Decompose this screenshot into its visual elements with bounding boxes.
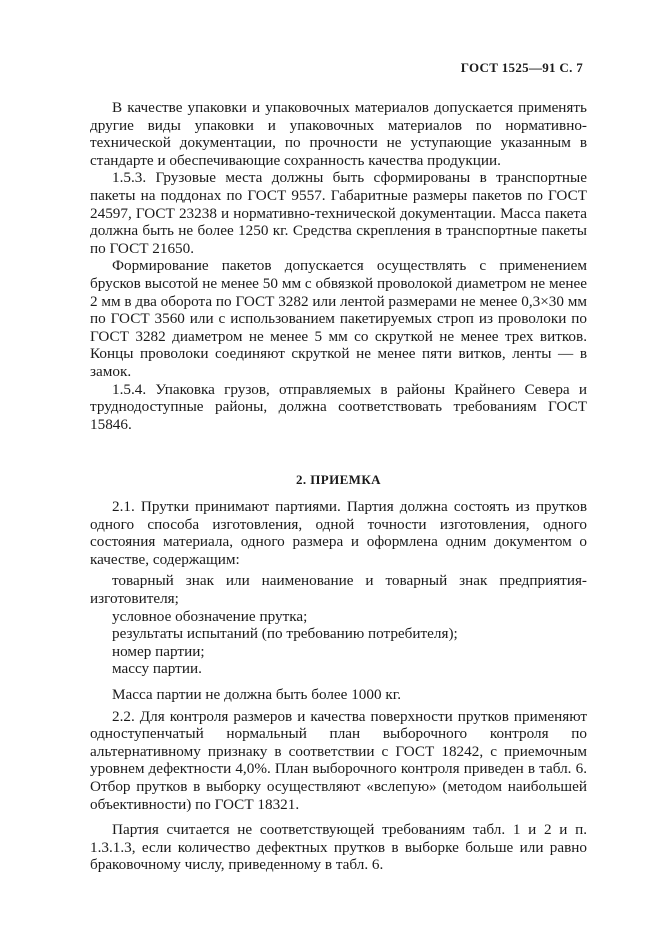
list-item: результаты испытаний (по требованию потребителя);: [112, 625, 458, 643]
document-contents-list: [90, 572, 587, 678]
acceptance-text-block: [90, 498, 587, 874]
section-title-acceptance: 2. ПРИЕМКА: [296, 472, 381, 487]
running-header: ГОСТ 1525—91 С. 7: [460, 60, 583, 75]
list-item: номер партии;: [112, 642, 205, 660]
list-item: массу партии.: [112, 660, 202, 678]
paragraph-packaging-alternatives: В качестве упаковки и упаковочных материалов допускается применять другие виды упаковки и упаковочных материалов по нормативно-технической документации, по прочности не уступающие указанным в стандарте и обеспечивающие сохранность качества продукции.: [90, 99, 587, 169]
list-item: условное обозначение прутка;: [112, 607, 308, 625]
paragraph-lot-rejection: Партия считается не соответствующей требованиям табл. 1 и 2 и п. 1.3.1.3, если количество дефектных прутков в выборке больше или равно браковочному числу, приведенному в табл. 6.: [90, 821, 587, 874]
paragraph-package-forming: Формирование пакетов допускается осуществлять с применением брусков высотой не менее 50 мм с обвязкой проволокой диаметром не менее 2 мм в два оборота по ГОСТ 3282 или лентой размерами не менее 0,3×30 мм по ГОСТ 3560 или с использованием пакетируемых строп из проволоки по ГОСТ 3282 диаметром не менее 5 мм со скруткой не менее трех витков. Концы проволоки соединяют скруткой не менее пяти витков, ленты — в замок.: [90, 257, 587, 380]
packaging-text-block: [90, 99, 587, 433]
paragraph-1-5-3: 1.5.3. Грузовые места должны быть сформированы в транспортные пакеты на поддонах по ГОСТ 9557. Габаритные размеры пакетов по ГОСТ 24597, ГОСТ 23238 и нормативно-технической документации. Масса пакета должна быть не более 1250 кг. Средства скрепления в транспортные пакеты по ГОСТ 21650.: [90, 169, 587, 257]
paragraph-lot-mass: Масса партии не должна быть более 1000 кг.: [112, 685, 402, 703]
paragraph-1-5-4: 1.5.4. Упаковка грузов, отправляемых в районы Крайнего Севера и труднодоступные районы, должна соответствовать требованиям ГОСТ 15846.: [90, 380, 587, 433]
list-item: товарный знак или наименование и товарный знак предприятия-изготовителя;: [90, 572, 587, 607]
paragraph-2-1: 2.1. Прутки принимают партиями. Партия должна состоять из прутков одного способа изготовления, одной точности изготовления, одного состояния материала, одного размера и оформлена одним документом о качестве, содержащим:: [90, 498, 587, 568]
paragraph-2-2: 2.2. Для контроля размеров и качества поверхности прутков применяют одноступенчатый нормальный план выборочного контроля по альтернативному признаку в соответствии с ГОСТ 18242, с приемочным уровнем дефектности 4,0%. План выборочного контроля приведен в табл. 6. Отбор прутков в выборку осуществляют «вслепую» (методом наибольшей объективности) по ГОСТ 18321.: [90, 707, 587, 813]
